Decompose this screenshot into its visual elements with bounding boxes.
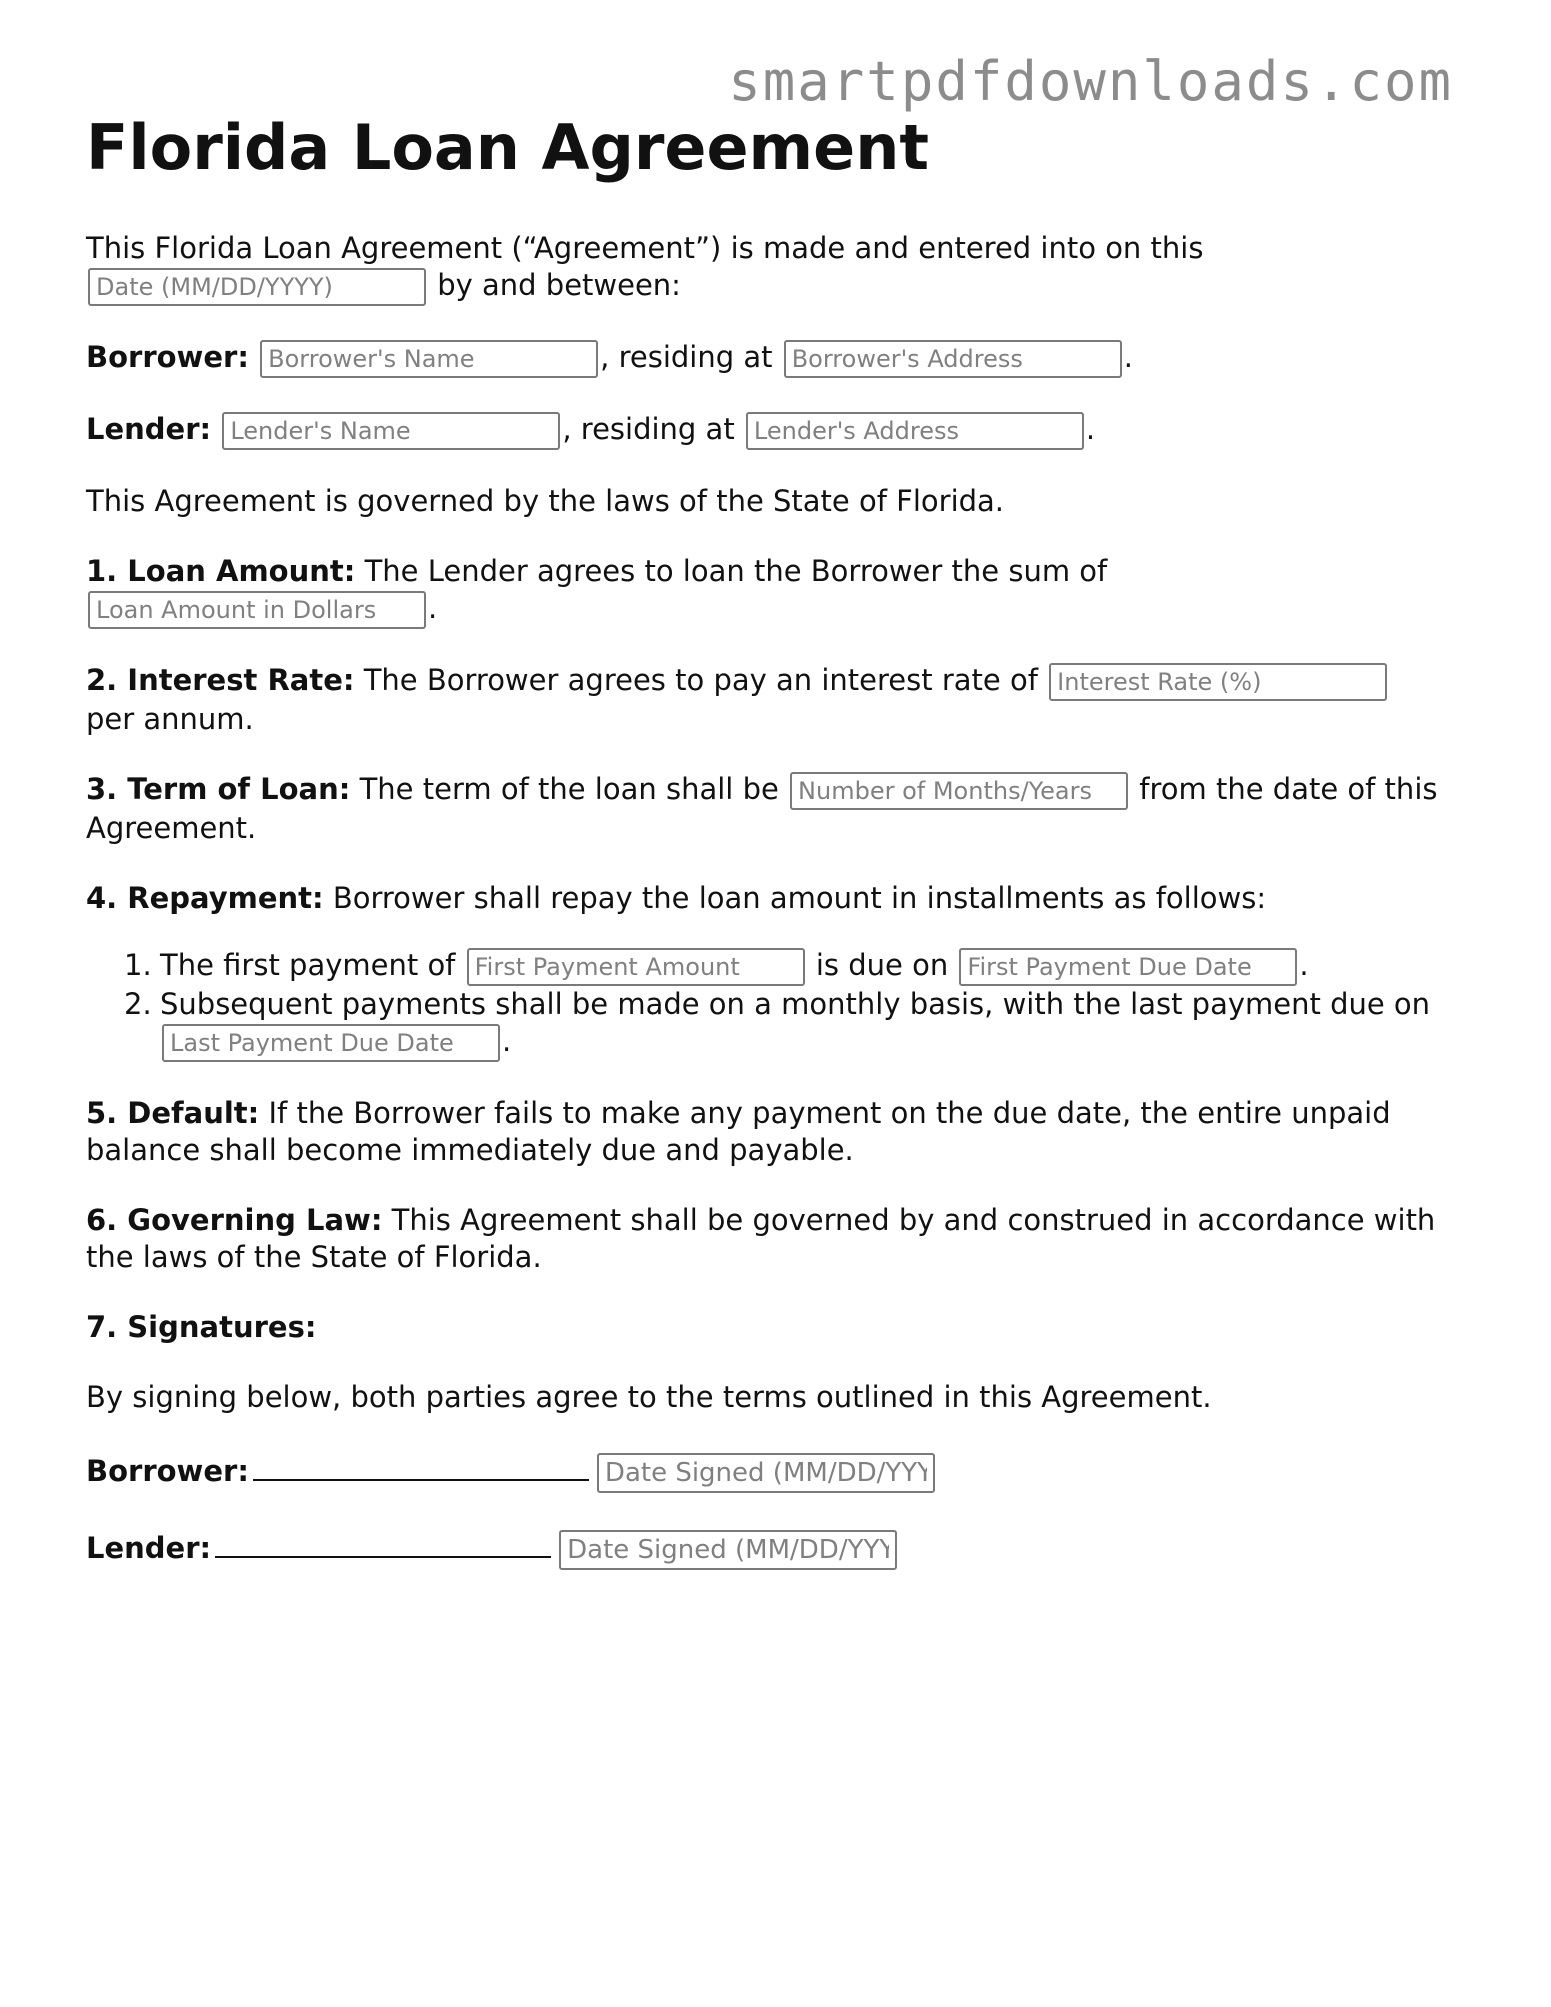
- borrower-signature-label: Borrower:: [86, 1454, 249, 1488]
- lender-name-input[interactable]: [222, 412, 560, 450]
- document-page: [86, 108, 1466, 1570]
- loan-term-input[interactable]: [790, 772, 1128, 810]
- lender-line: [86, 411, 1466, 450]
- section-3-heading: 3. Term of Loan:: [86, 772, 351, 806]
- section-2-heading: 2. Interest Rate:: [86, 663, 355, 697]
- section-repayment: [86, 880, 1466, 917]
- section-signatures: [86, 1309, 1466, 1346]
- lender-signature-label: Lender:: [86, 1531, 212, 1565]
- lender-date-signed-input[interactable]: [559, 1530, 897, 1570]
- page-title: Florida Loan Agreement: [86, 111, 929, 184]
- first-payment-amount-input[interactable]: [467, 948, 805, 986]
- borrower-signature-line: [86, 1449, 1466, 1493]
- intro-paragraph: [86, 230, 1466, 306]
- section-default: [86, 1095, 1466, 1169]
- item-2-end: .: [502, 1024, 512, 1058]
- signing-text: By signing below, both parties agree to the terms outlined in this Agreement.: [86, 1380, 1212, 1414]
- lender-residing-text: , residing at: [562, 412, 735, 446]
- section-4-heading: 4. Repayment:: [86, 881, 324, 915]
- section-interest-rate: [86, 662, 1466, 738]
- lender-address-input[interactable]: [746, 412, 1084, 450]
- lender-signature-field[interactable]: [215, 1526, 551, 1558]
- loan-amount-input[interactable]: [88, 591, 426, 629]
- section-3-text: The term of the loan shall be: [359, 772, 779, 806]
- section-1-heading: 1. Loan Amount:: [86, 554, 356, 588]
- borrower-name-input[interactable]: [260, 340, 598, 378]
- borrower-date-signed-input[interactable]: [597, 1453, 935, 1493]
- section-3-end: from the date of this Agreement.: [86, 772, 1438, 845]
- borrower-signature-field[interactable]: [253, 1449, 589, 1481]
- section-governing-law: [86, 1202, 1466, 1276]
- agreement-date-input[interactable]: [88, 268, 426, 306]
- section-6-text: This Agreement shall be governed by and construed in accordance with the laws of the State of Florida.: [86, 1203, 1436, 1274]
- borrower-label: Borrower:: [86, 340, 249, 374]
- borrower-line-end: .: [1123, 340, 1133, 374]
- section-term-of-loan: [86, 771, 1466, 847]
- lender-label: Lender:: [86, 412, 212, 446]
- first-payment-date-input[interactable]: [959, 948, 1297, 986]
- list-item-number: 1.: [124, 948, 152, 982]
- section-2-end: per annum.: [86, 702, 254, 736]
- section-7-heading: 7. Signatures:: [86, 1310, 317, 1344]
- lender-signature-line: [86, 1526, 1466, 1570]
- watermark: smartpdfdownloads.com: [728, 50, 1453, 113]
- section-loan-amount: [86, 553, 1466, 629]
- last-payment-date-input[interactable]: [162, 1024, 500, 1062]
- subsequent-payments-text: Subsequent payments shall be made on a monthly basis, with the last payment due on: [160, 987, 1431, 1021]
- intro-text: This Florida Loan Agreement (“Agreement”) is made and entered into on this: [86, 231, 1204, 265]
- first-payment-text: The first payment of: [160, 948, 456, 982]
- due-on-text: is due on: [815, 948, 949, 982]
- borrower-address-input[interactable]: [784, 340, 1122, 378]
- section-1-text: The Lender agrees to loan the Borrower the sum of: [364, 554, 1108, 588]
- item-1-end: .: [1299, 948, 1309, 982]
- section-4-text: Borrower shall repay the loan amount in installments as follows:: [332, 881, 1267, 915]
- borrower-line: [86, 339, 1466, 378]
- intro-text-after: by and between:: [437, 268, 681, 302]
- repayment-list: [86, 947, 1466, 1062]
- section-5-text: If the Borrower fails to make any payment on the due date, the entire unpaid balance shall become immediately due and payable.: [86, 1096, 1391, 1167]
- list-item-number: 2.: [124, 987, 152, 1021]
- section-1-end: .: [428, 591, 438, 625]
- list-item: [86, 947, 1466, 986]
- interest-rate-input[interactable]: [1049, 663, 1387, 701]
- list-item: [86, 986, 1466, 1062]
- borrower-residing-text: , residing at: [600, 340, 773, 374]
- section-6-heading: 6. Governing Law:: [86, 1203, 383, 1237]
- section-5-heading: 5. Default:: [86, 1096, 260, 1130]
- section-2-text: The Borrower agrees to pay an interest rate of: [363, 663, 1038, 697]
- governed-text: This Agreement is governed by the laws of the State of Florida.: [86, 484, 1005, 518]
- lender-line-end: .: [1085, 412, 1096, 446]
